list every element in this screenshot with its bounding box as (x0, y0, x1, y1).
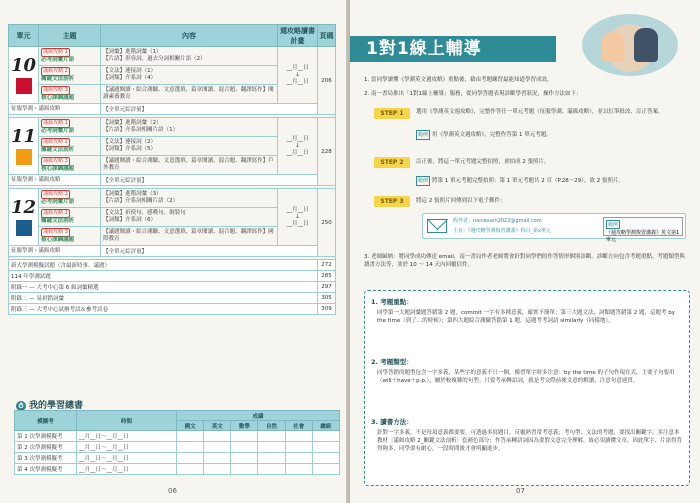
content-item: 【詞類】介系詞（4） (103, 75, 157, 81)
page-title: 1對1線上輔導 (366, 39, 482, 59)
plan-line: ↓ (295, 142, 300, 149)
exam-time[interactable]: __月__日～__月__日 (77, 453, 177, 464)
content-cell (101, 208, 278, 227)
score-cell[interactable] (285, 464, 312, 475)
email-address-link[interactable]: naniexam2022@gmail.com (473, 218, 542, 224)
extra-label: 征服學測・滿級攻略 (9, 104, 101, 115)
grade-header-time: 時間 (77, 411, 177, 431)
page-cell: 250 (318, 189, 336, 257)
grade-header-science: 自然 (258, 421, 285, 431)
toc-table (8, 24, 336, 315)
content-cell (101, 137, 278, 156)
header-unit: 單元 (9, 25, 39, 47)
misc-row (9, 260, 336, 271)
step-1-text: 選用《學測英文週攻略》，完整作答任一單元考題（征服學測、滿級攻略），並以紅筆批改、訂正答案。 (416, 109, 664, 115)
grade-header-chinese: 國文 (177, 421, 204, 431)
topic-cell (39, 189, 101, 208)
step-2-text: 訂正後，將這一單元考題完整拍照，會拍成 2 張照片。 (416, 159, 550, 165)
content-item: 【議題閱讀・綜合測驗、文意選填、篇章閱讀、混合題、翻譯寫作】國際教育 (103, 229, 274, 242)
score-cell[interactable] (177, 431, 204, 442)
content-item: 【詞彙】進階詞彙（1） (103, 49, 162, 55)
teacher-summary: 3. 老師歸納：將同學成功傳送 email，南一書局作者老師將會針對同學們的作答情形個別診斷。診斷方向包含考題重點、考題類型與讀書方法等，並於 10 ～ 14 天內回覆信件。 (364, 254, 685, 268)
header-page: 頁碼 (318, 25, 336, 47)
header-topic: 主題 (39, 25, 101, 47)
score-cell[interactable] (231, 431, 258, 442)
topic-label: 關鍵文法剖析 (41, 147, 75, 153)
misc-row (9, 282, 336, 293)
level-tag: 滿級攻略 2 (43, 210, 68, 216)
section-1-heading: 1. 考題重點： (371, 298, 413, 306)
exam-name: 第 2 次學測模擬考 (15, 442, 77, 453)
exam-name: 第 4 次學測模擬考 (15, 464, 77, 475)
diagnosis-box (364, 290, 690, 486)
content-item: 【議題閱讀・綜合測驗、文意選填、篇章閱讀、混合題、翻譯寫作】閱讀素養教育 (103, 87, 274, 100)
plan-line: __月__日 (286, 78, 309, 85)
level-tag: 滿級攻略 1 (43, 120, 68, 126)
plan-cell[interactable] (278, 118, 318, 175)
plan-line: ↓ (295, 71, 300, 78)
extra-label: 征服學測・滿級攻略 (9, 175, 101, 186)
level-tag: 滿級攻略 3 (43, 229, 68, 235)
score-cell[interactable] (312, 453, 339, 464)
score-cell[interactable] (285, 442, 312, 453)
unit-cell (9, 118, 39, 175)
extra-content: 【全單元綜評量】 (101, 104, 318, 115)
score-cell[interactable] (231, 453, 258, 464)
content-cell (101, 66, 278, 85)
content-item: 【議題閱讀・綜合測驗、文意選填、篇章閱讀、混合題、翻譯寫作】戶外教育 (103, 158, 274, 171)
sdg-icon (16, 78, 32, 94)
page-cell: 206 (318, 47, 336, 115)
misc-label: 114 年學測試題 (9, 271, 318, 282)
score-cell[interactable] (204, 453, 231, 464)
grade-row (15, 464, 340, 475)
content-item: 【文法】祈使句、感嘆句、倒裝句 (103, 210, 186, 216)
misc-row (9, 304, 336, 315)
section-3-text: 針對一字多義，不是每項意義都要要，可透過多寫題目，反覆熟習常考意義；考句型、文法的考題，要找出關鍵字，多注意本教材〔滿級攻略 2_關鍵文法剖析〕套補色部分；作答承轉語詞因為要對文意完全理解，故必須讀懂文章，因此單字、片語得背得夠多，同學要有耐心，一段時間後才會明顯進步。 (377, 430, 683, 452)
topic-label: 核心課綱議題 (41, 237, 75, 243)
plan-line: __月__日 (286, 135, 309, 142)
intro-1: 1. 當同學讀懂《學測英文週攻略》重點後，藉由考題練習最能知道學習成效。 (364, 77, 553, 83)
topic-cell (39, 47, 101, 66)
score-cell[interactable] (312, 464, 339, 475)
misc-label: 附錄一 — 大考中心第 6 級詞彙精選 (9, 282, 318, 293)
plan-line: __月__日 (286, 64, 309, 71)
misc-page: 305 (318, 293, 336, 304)
score-cell[interactable] (177, 453, 204, 464)
misc-label: 新式學測模擬試題（含最新時事、議題） (9, 260, 318, 271)
content-item: 【片語】介系詞相關片語（2） (103, 198, 179, 204)
score-cell[interactable] (204, 431, 231, 442)
intro-2: 2. 南一書局推出「1對1線上輔導」服務，從同學答題表現診斷學習狀況，操作方法如下： (364, 91, 582, 97)
grade-header-social: 社會 (285, 421, 312, 431)
header-content: 內容 (101, 25, 278, 47)
grade-row (15, 442, 340, 453)
section-2-heading: 2. 考題類型： (371, 358, 413, 366)
level-tag: 滿級攻略 2 (43, 68, 68, 74)
grade-row (15, 431, 340, 442)
toc-extra-row (9, 104, 336, 115)
topic-cell (39, 208, 101, 227)
email-subject: 主旨：《週攻略學測復習講義》科目_第x單元 (453, 228, 551, 234)
topic-label: 關鍵文法剖析 (41, 76, 75, 82)
level-tag: 滿級攻略 3 (43, 158, 68, 164)
level-tag: 滿級攻略 2 (43, 139, 68, 145)
topic-label: 必考詞彙片語 (41, 199, 75, 205)
unit-number: 11 (11, 125, 37, 147)
content-cell (101, 227, 278, 246)
misc-page: 297 (318, 282, 336, 293)
toc-extra-row (9, 175, 336, 186)
misc-row (9, 293, 336, 304)
plan-line: __月__日 (286, 149, 309, 156)
grade-row (15, 453, 340, 464)
level-tag: 滿級攻略 3 (43, 87, 68, 93)
left-page-number: 06 (168, 487, 177, 495)
score-cell[interactable] (258, 464, 285, 475)
score-cell[interactable] (258, 453, 285, 464)
score-cell[interactable] (231, 442, 258, 453)
extra-content: 【全單元綜評量】 (101, 175, 318, 186)
topic-label: 必考詞彙片語 (41, 57, 75, 63)
content-cell (101, 85, 278, 104)
level-tag: 滿級攻略 1 (43, 49, 68, 55)
step-3-text: 將這 2 張照片回傳到以下電子郵件： (416, 198, 506, 204)
unit-number: 12 (11, 196, 37, 218)
topic-cell (39, 137, 101, 156)
exam-time[interactable]: __月__日～__月__日 (77, 431, 177, 442)
content-item: 【文法】連接詞（2） (103, 139, 157, 145)
grade-table (14, 410, 340, 475)
email-card (422, 213, 686, 243)
topic-label: 關鍵文法剖析 (41, 218, 75, 224)
step-2-label: STEP 2 (374, 157, 410, 168)
score-cell[interactable] (177, 464, 204, 475)
grade-section-title: ⏱ 我的學習總書 (16, 398, 83, 411)
step-1-example: 範例 用《學測英文週攻略》，完整作答第 1 單元考題。 (418, 132, 552, 138)
content-item: 【文法】連接詞（1） (103, 68, 157, 74)
sdg-icon (16, 149, 32, 165)
content-item: 【片語】介系詞相關片語（1） (103, 127, 179, 133)
content-item: 【片語】形容詞、過去分詞相關片語（2） (103, 56, 206, 62)
score-cell[interactable] (285, 453, 312, 464)
email-to: 收件者：naniexam2022@gmail.com (453, 218, 542, 224)
step-3-label: STEP 3 (374, 196, 410, 207)
exam-time[interactable]: __月__日～__月__日 (77, 464, 177, 475)
score-cell[interactable] (258, 431, 285, 442)
unit-cell (9, 47, 39, 104)
topic-cell (39, 156, 101, 175)
grade-header-score: 成績 (177, 411, 340, 421)
content-cell (101, 118, 278, 137)
right-page (350, 0, 700, 503)
exam-name: 第 3 次學測模擬考 (15, 453, 77, 464)
plan-line: ↓ (295, 213, 300, 220)
section-2-text: 同學答錯的題型包含一字多義，某些字的意義不只一個，像習單字時多注意：by the time 的子句作現在式，主要子句要用（will＋have＋p.p.），屬於較複雜的句型；只要考承轉語詞，就是考交際前後文意的解讀，注意句意連貫。 (377, 370, 675, 384)
score-cell[interactable] (177, 442, 204, 453)
left-page (0, 0, 348, 503)
score-cell[interactable] (285, 431, 312, 442)
score-cell[interactable] (312, 431, 339, 442)
tutoring-photo (582, 14, 678, 76)
misc-row (9, 271, 336, 282)
misc-page: 285 (318, 271, 336, 282)
unit-cell (9, 189, 39, 246)
grade-header-exam: 模擬考 (15, 411, 77, 431)
grade-header-total: 總級 (312, 421, 339, 431)
step-2-example: 範例 將第 1 單元考題完整拍照：第 1 單元考題共 2 頁（P.28～29），故 2 張照片。 (418, 178, 624, 184)
topic-label: 必考詞彙片語 (41, 128, 75, 134)
content-cell (101, 156, 278, 175)
step-1-label: STEP 1 (374, 108, 410, 119)
score-cell[interactable] (231, 464, 258, 475)
section-3-heading: 3. 讀書方法： (371, 418, 413, 426)
score-cell[interactable] (258, 442, 285, 453)
content-item: 【詞類】介系詞（5） (103, 146, 157, 152)
right-page-number: 07 (516, 487, 525, 495)
clock-icon: ⏱ (16, 401, 26, 411)
plan-cell[interactable] (278, 189, 318, 246)
topic-cell (39, 227, 101, 246)
topic-label: 核心課綱議題 (41, 95, 75, 101)
topic-label: 核心課綱議題 (41, 166, 75, 172)
topic-cell (39, 118, 101, 137)
exam-time[interactable]: __月__日～__月__日 (77, 442, 177, 453)
content-cell (101, 47, 278, 66)
score-cell[interactable] (204, 464, 231, 475)
score-cell[interactable] (204, 442, 231, 453)
content-cell (101, 189, 278, 208)
content-item: 【詞類】介系詞（6） (103, 217, 157, 223)
envelope-icon (427, 219, 447, 233)
sdg-icon (16, 220, 32, 236)
misc-label: 附錄三 — 大考中心試辦考試＆參考試卷 (9, 304, 318, 315)
misc-label: 附錄二 — 易拼錯詞彙 (9, 293, 318, 304)
score-cell[interactable] (312, 442, 339, 453)
grade-header-english: 英文 (204, 421, 231, 431)
section-1-text: 同學第一大題詞彙題答錯第 2 題，commit 一字有多種意義，確實不簡單；第三大題文法，詞類題答錯第 2 題，這題考 by the time（到了…的時候）；第四大題綜合測驗答錯第 1 題，這題考考詞語 similarly（同樣地）。 (377, 310, 676, 324)
grade-header-math: 數學 (231, 421, 258, 431)
unit-number: 10 (11, 54, 37, 76)
header-plan: 週攻略讀書計畫 (278, 25, 318, 47)
extra-label: 征服學測・滿級攻略 (9, 246, 101, 257)
email-example-box: 範例 《週攻略學測復習講義》英文第1單元 (603, 217, 683, 236)
toc-row (9, 47, 336, 66)
plan-line: __月__日 (286, 220, 309, 227)
plan-line: __月__日 (286, 206, 309, 213)
toc-row (9, 189, 336, 208)
exam-name: 第 1 次學測模擬考 (15, 431, 77, 442)
toc-row (9, 118, 336, 137)
misc-page: 272 (318, 260, 336, 271)
topic-cell (39, 85, 101, 104)
topic-cell (39, 66, 101, 85)
misc-page: 309 (318, 304, 336, 315)
plan-cell[interactable] (278, 47, 318, 104)
content-item: 【詞彙】進階詞彙（3） (103, 191, 162, 197)
toc-extra-row (9, 246, 336, 257)
content-item: 【詞彙】進階詞彙（2） (103, 120, 162, 126)
extra-content: 【全單元綜評量】 (101, 246, 318, 257)
level-tag: 滿級攻略 1 (43, 191, 68, 197)
page-cell: 228 (318, 118, 336, 186)
